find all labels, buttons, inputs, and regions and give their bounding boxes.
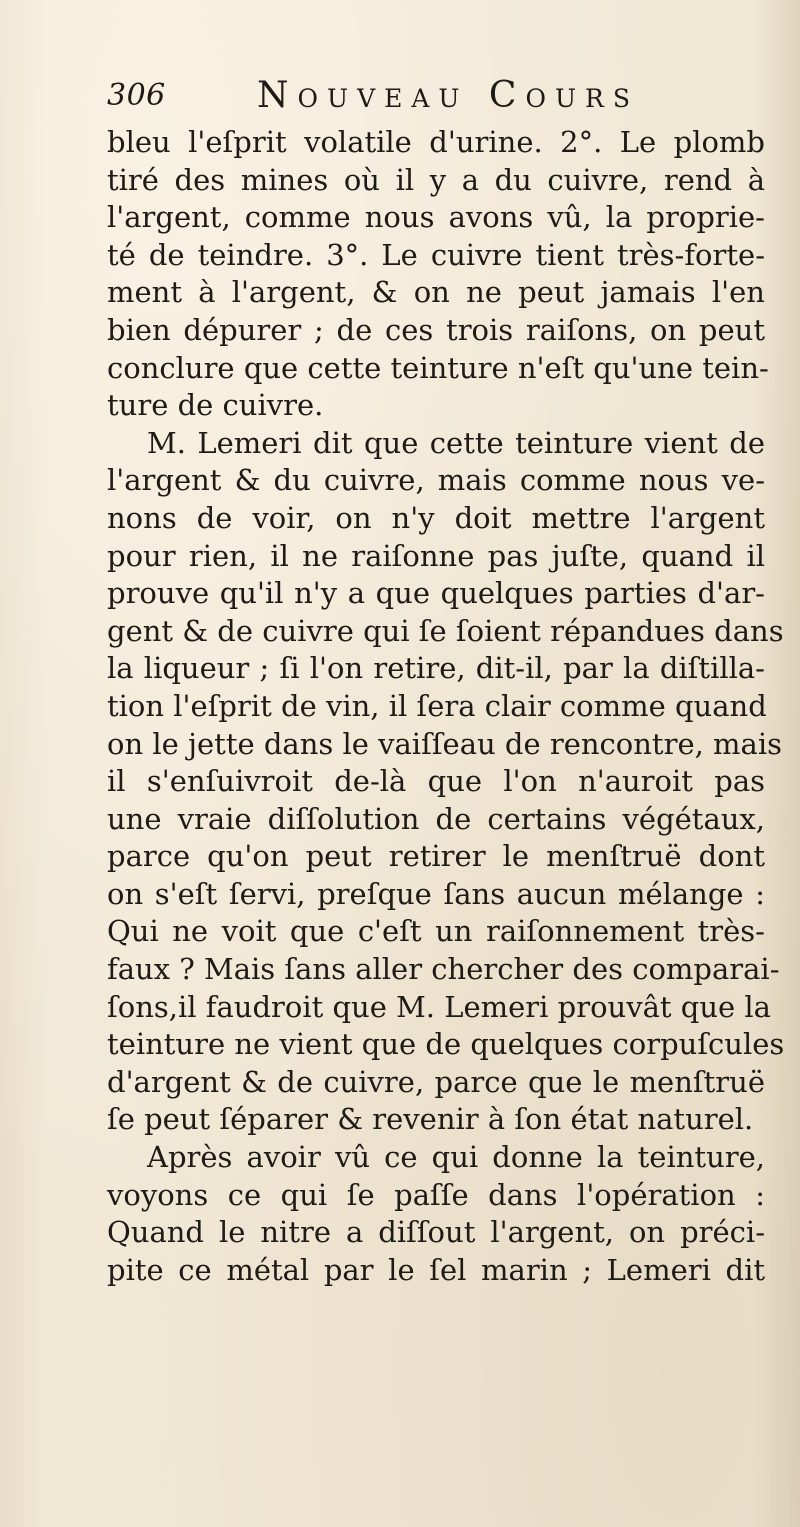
- text-line: une vraie diſſolution de certains végétaux,: [107, 801, 765, 836]
- text-line: ſe peut ſéparer & revenir à ſon état naturel.: [107, 1102, 754, 1137]
- text-line: l'argent, comme nous avons vû, la proprie-: [107, 200, 765, 235]
- text-line: la liqueur ; ſi l'on retire, dit-il, par la diſtilla-: [107, 651, 765, 686]
- text-line: ment à l'argent, & on ne peut jamais l'en: [107, 275, 765, 310]
- text-line: tion l'eſprit de vin, il ſera clair comme quand: [107, 688, 767, 723]
- text-line: ſons,il faudroit que M. Lemeri prouvât que la: [107, 989, 771, 1024]
- running-head: [107, 72, 667, 120]
- text-line: nons de voir, on n'y doit mettre l'argent: [107, 500, 765, 535]
- text-line: prouve qu'il n'y a que quelques parties d'ar-: [107, 576, 765, 611]
- text-line: té de teindre. 3°. Le cuivre tient très-forte-: [107, 237, 765, 272]
- paragraph-start-line: M. Lemeri dit que cette teinture vient de: [147, 425, 765, 460]
- text-line: on le jette dans le vaiſſeau de rencontre, mais: [107, 726, 782, 761]
- text-line: faux ? Mais ſans aller chercher des comparai-: [107, 952, 780, 987]
- text-line: parce qu'on peut retirer le menſtruë dont: [107, 839, 765, 874]
- body-text: [107, 124, 785, 1289]
- text-line: tiré des mines où il y a du cuivre, rend à: [107, 162, 765, 197]
- running-title: Nouveau Cours: [257, 75, 639, 116]
- text-line: pite ce métal par le ſel marin ; Lemeri dit: [107, 1252, 765, 1287]
- text-line: conclure que cette teinture n'eſt qu'une tein-: [107, 350, 769, 385]
- text-line: d'argent & de cuivre, parce que le menſtruë: [107, 1064, 765, 1099]
- text-line: bien dépurer ; de ces trois raiſons, on peut: [107, 312, 765, 347]
- text-line: teinture ne vient que de quelques corpuſcules: [107, 1027, 785, 1062]
- text-line: il s'enſuivroit de-là que l'on n'auroit pas: [107, 764, 765, 799]
- paragraph-start-line: Après avoir vû ce qui donne la teinture,: [147, 1140, 765, 1175]
- text-line: l'argent & du cuivre, mais comme nous ve-: [107, 463, 765, 498]
- text-line: voyons ce qui ſe paſſe dans l'opération :: [107, 1177, 765, 1212]
- text-line: Quand le nitre a diſſout l'argent, on préci-: [107, 1215, 765, 1250]
- text-line: pour rien, il ne raiſonne pas juſte, quand il: [107, 538, 765, 573]
- text-line: on s'eſt ſervi, preſque ſans aucun mélange :: [107, 876, 765, 911]
- text-line: bleu l'eſprit volatile d'urine. 2°. Le plomb: [107, 125, 765, 159]
- text-line: ture de cuivre.: [107, 388, 324, 423]
- text-line: gent & de cuivre qui ſe ſoient répandues dans: [107, 613, 784, 648]
- text-line: Qui ne voit que c'eſt un raiſonnement très-: [107, 914, 765, 949]
- page-number: 306: [107, 78, 166, 113]
